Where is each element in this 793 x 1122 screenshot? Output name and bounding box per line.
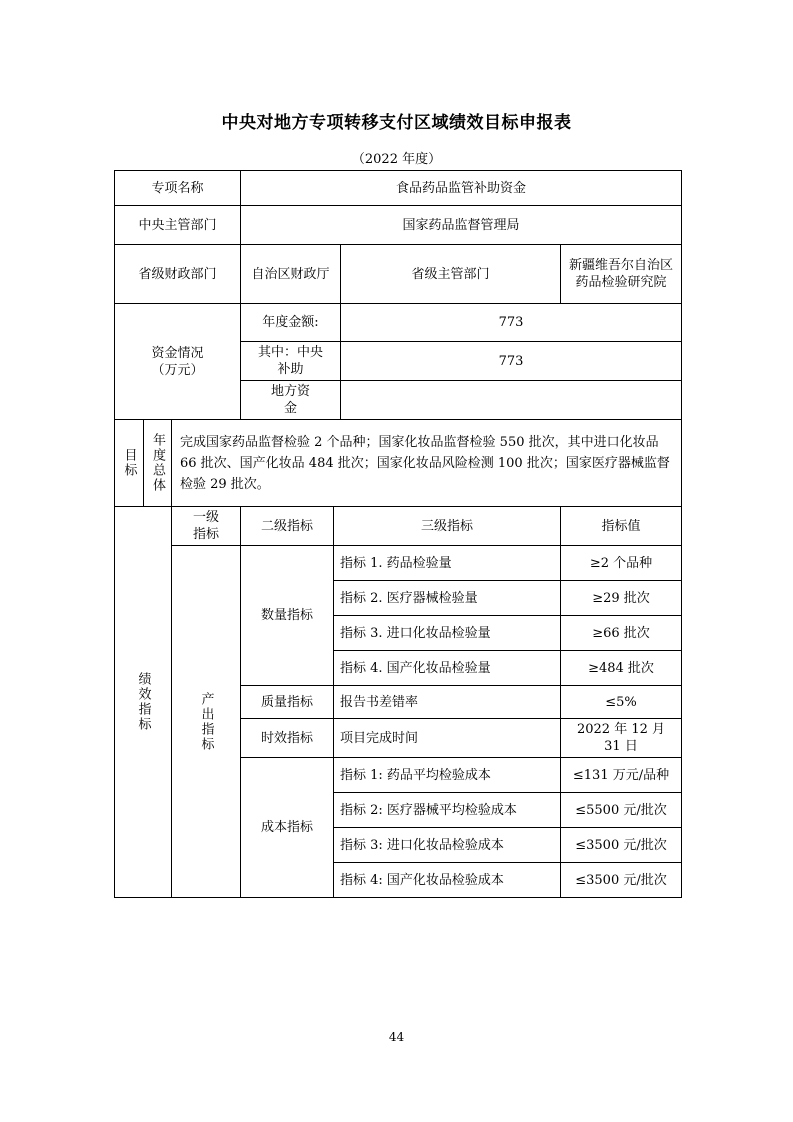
indicator-value: ≥66 批次 [560, 615, 682, 651]
indicator-name: 指标 4. 国产化妆品检验量 [333, 650, 561, 686]
goal-label-left: 目标 [114, 419, 144, 507]
page-number: 44 [388, 1030, 405, 1044]
provincial-finance-label: 省级财政部门 [114, 244, 241, 304]
indicator-value: ≤131 万元/品种 [560, 757, 682, 793]
annual-amount-label: 年度金额: [240, 303, 341, 342]
goal-label-right: 年度总体 [143, 419, 172, 507]
indicator-value: ≥2 个品种 [560, 545, 682, 581]
annual-goal-text: 完成国家药品监督检验 2 个品种；国家化妆品监督检验 550 批次，其中进口化妆品 66 批次、国产化妆品 484 批次；国家化妆品风险检测 100 批次；国家医疗器械监督检验 29 批次。 [171, 419, 682, 507]
indicator-name: 项目完成时间 [333, 718, 561, 758]
project-name-label: 专项名称 [114, 170, 241, 206]
header-level2: 二级指标 [240, 506, 334, 546]
indicator-name: 指标 2: 医疗器械平均检验成本 [333, 792, 561, 828]
provincial-dept-value: 新疆维吾尔自治区药品检验研究院 [560, 244, 682, 304]
indicators-section-label: 绩效指标 [114, 506, 172, 898]
quality-indicators-label: 质量指标 [240, 685, 334, 719]
indicator-value: ≤3500 元/批次 [560, 827, 682, 863]
funds-label: 资金情况（万元） [114, 303, 241, 420]
page-title: 中央对地方专项转移支付区域绩效目标申报表 [221, 113, 572, 133]
indicator-name: 指标 4: 国产化妆品检验成本 [333, 862, 561, 898]
annual-amount-value: 773 [340, 303, 682, 342]
provincial-dept-label: 省级主管部门 [340, 244, 561, 304]
central-subsidy-value: 773 [340, 341, 682, 381]
cost-indicators-label: 成本指标 [240, 757, 334, 898]
central-subsidy-label: 其中：中央补助 [240, 341, 341, 381]
indicator-name: 指标 1. 药品检验量 [333, 545, 561, 581]
indicator-name: 指标 1: 药品平均检验成本 [333, 757, 561, 793]
quantity-indicators-label: 数量指标 [240, 545, 334, 686]
header-level1: 一级指标 [171, 506, 241, 546]
provincial-finance-value: 自治区财政厅 [240, 244, 341, 304]
timeliness-indicators-label: 时效指标 [240, 718, 334, 758]
header-level3: 三级指标 [333, 506, 561, 546]
year-subtitle: （2022 年度） [351, 152, 442, 167]
indicator-value: ≤5500 元/批次 [560, 792, 682, 828]
indicator-name: 指标 2. 医疗器械检验量 [333, 580, 561, 616]
project-name-value: 食品药品监管补助资金 [240, 170, 682, 206]
indicator-value: ≤3500 元/批次 [560, 862, 682, 898]
indicator-name: 指标 3: 进口化妆品检验成本 [333, 827, 561, 863]
central-dept-value: 国家药品监督管理局 [240, 205, 682, 245]
indicator-value: ≤5% [560, 685, 682, 719]
header-value: 指标值 [560, 506, 682, 546]
local-funds-value [340, 380, 682, 420]
indicator-value: 2022 年 12 月 31 日 [560, 718, 682, 758]
central-dept-label: 中央主管部门 [114, 205, 241, 245]
indicator-name: 指标 3. 进口化妆品检验量 [333, 615, 561, 651]
local-funds-label: 地方资金 [240, 380, 341, 420]
indicator-name: 报告书差错率 [333, 685, 561, 719]
indicator-value: ≥29 批次 [560, 580, 682, 616]
indicator-value: ≥484 批次 [560, 650, 682, 686]
output-indicators-label: 产出指标 [171, 545, 241, 898]
